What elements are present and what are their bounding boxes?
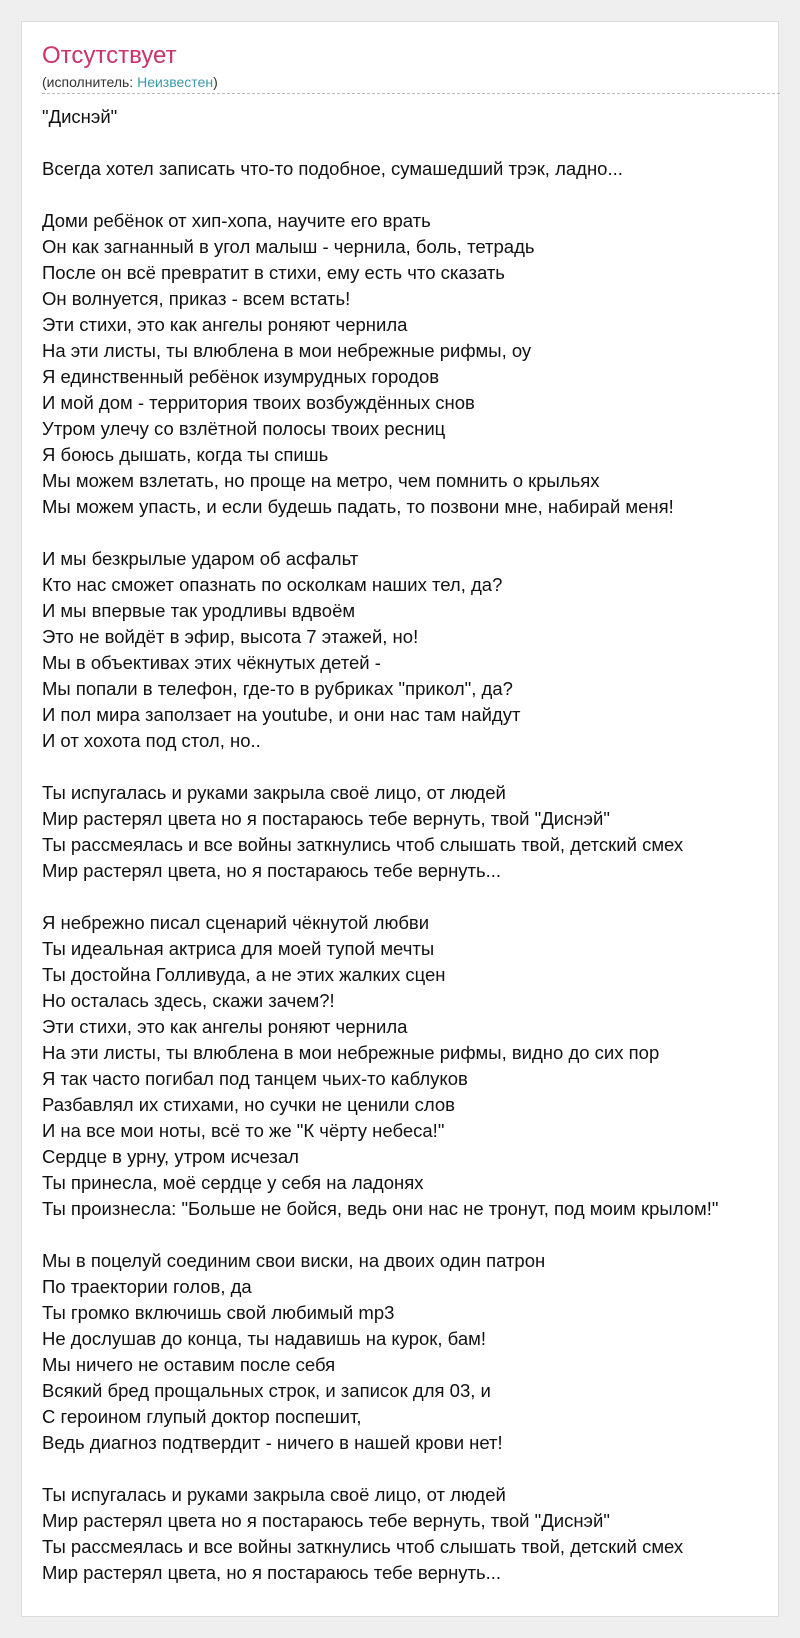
stanza-gap [42, 1222, 800, 1248]
lyric-line: С героином глупый доктор поспешит, [42, 1406, 362, 1427]
lyric-line: Утром улечу со взлётной полосы твоих ресниц [42, 418, 446, 439]
lyric-line: Эти стихи, это как ангелы роняют чернила [42, 1016, 408, 1037]
stanza-gap [42, 182, 800, 208]
stanza-gap [42, 130, 800, 156]
stanza-gap [42, 754, 800, 780]
artist-suffix: ) [213, 74, 218, 90]
lyric-line: Ты достойна Голливуда, а не этих жалких сцен [42, 964, 446, 985]
lyric-line: Я небрежно писал сценарий чёкнутой любви [42, 912, 430, 933]
lyric-line: Ты идеальная актриса для моей тупой мечты [42, 938, 435, 959]
lyric-line: Мы попали в телефон, где-то в рубриках "прикол", да? [42, 678, 513, 699]
lyric-line: Я единственный ребёнок изумрудных городов [42, 366, 440, 387]
lyric-line: Мы в поцелуй соединим свои виски, на двоих один патрон [42, 1250, 546, 1271]
lyric-line: Мир растерял цвета но я постараюсь тебе вернуть, твой "Диснэй" [42, 1510, 610, 1531]
lyric-line: На эти листы, ты влюблена в мои небрежные рифмы, оу [42, 340, 532, 361]
lyric-line: И на все мои ноты, всё то же "К чёрту небеса!" [42, 1120, 445, 1141]
stanza-gap [42, 884, 800, 910]
lyric-line: Мир растерял цвета, но я постараюсь тебе вернуть... [42, 860, 502, 881]
lyric-line: Он волнуется, приказ - всем встать! [42, 288, 351, 309]
lyric-line: Ты испугалась и руками закрыла своё лицо, от людей [42, 1484, 506, 1505]
stanza-gap [42, 1456, 800, 1482]
lyric-line: И мы безкрылые ударом об асфальт [42, 548, 359, 569]
lyric-line: Ты принесла, моё сердце у себя на ладонях [42, 1172, 424, 1193]
lyric-line: Сердце в урну, утром исчезал [42, 1146, 299, 1167]
lyric-line: Мир растерял цвета но я постараюсь тебе вернуть, твой "Диснэй" [42, 808, 610, 829]
lyric-line: И мы впервые так уродливы вдвоём [42, 600, 356, 621]
lyric-line: Ты рассмеялась и все войны заткнулись чтоб слышать твой, детский смех [42, 1536, 684, 1557]
lyric-line: Эти стихи, это как ангелы роняют чернила [42, 314, 408, 335]
lyric-line: Всегда хотел записать что-то подобное, сумашедший трэк, ладно... [42, 158, 623, 179]
lyric-line: Мы можем взлетать, но проще на метро, чем помнить о крыльях [42, 470, 600, 491]
lyric-line: И мой дом - территория твоих возбуждённых снов [42, 392, 475, 413]
lyric-line: После он всё превратит в стихи, ему есть что сказать [42, 262, 505, 283]
lyric-line: На эти листы, ты влюблена в мои небрежные рифмы, видно до сих пор [42, 1042, 660, 1063]
lyric-line: Всякий бред прощальных строк, и записок для 03, и [42, 1380, 491, 1401]
lyric-line: По траектории голов, да [42, 1276, 252, 1297]
lyric-line: Мы в объективах этих чёкнутых детей - [42, 652, 381, 673]
artist-link[interactable]: Неизвестен [137, 74, 214, 90]
lyric-line: Ты громко включишь свой любимый mp3 [42, 1302, 395, 1323]
artist-prefix: (исполнитель: [42, 74, 138, 90]
lyric-line: Ведь диагноз подтвердит - ничего в нашей крови нет! [42, 1432, 503, 1453]
stanza-gap [42, 520, 800, 546]
lyrics-text [42, 104, 800, 1586]
lyric-line: Доми ребёнок от хип-хопа, научите его врать [42, 210, 431, 231]
lyric-line: Мы ничего не оставим после себя [42, 1354, 336, 1375]
lyric-line: Кто нас сможет опазнать по осколкам наших тел, да? [42, 574, 503, 595]
lyric-line: Мир растерял цвета, но я постараюсь тебе вернуть... [42, 1562, 502, 1583]
lyric-line: И пол мира заползает на youtube, и они нас там найдут [42, 704, 521, 725]
lyrics-card [21, 21, 779, 1617]
song-title: Отсутствует [42, 42, 177, 69]
lyric-line: "Диснэй" [42, 106, 118, 127]
lyric-line: Ты произнесла: "Больше не бойся, ведь они нас не тронут, под моим крылом!" [42, 1198, 719, 1219]
artist-info [42, 73, 218, 91]
lyric-line: Ты рассмеялась и все войны заткнулись чтоб слышать твой, детский смех [42, 834, 684, 855]
lyric-line: Мы можем упасть, и если будешь падать, то позвони мне, набирай меня! [42, 496, 674, 517]
lyric-line: Он как загнанный в угол малыш - чернила, боль, тетрадь [42, 236, 535, 257]
lyric-line: Ты испугалась и руками закрыла своё лицо, от людей [42, 782, 506, 803]
lyric-line: И от хохота под стол, но.. [42, 730, 261, 751]
lyric-line: Разбавлял их стихами, но сучки не ценили слов [42, 1094, 455, 1115]
lyric-line: Я так часто погибал под танцем чьих-то каблуков [42, 1068, 468, 1089]
lyric-line: Это не войдёт в эфир, высота 7 этажей, но! [42, 626, 419, 647]
lyric-line: Я боюсь дышать, когда ты спишь [42, 444, 329, 465]
lyric-line: Но осталась здесь, скажи зачем?! [42, 990, 335, 1011]
dashed-divider [42, 93, 780, 94]
lyric-line: Не дослушав до конца, ты надавишь на курок, бам! [42, 1328, 486, 1349]
